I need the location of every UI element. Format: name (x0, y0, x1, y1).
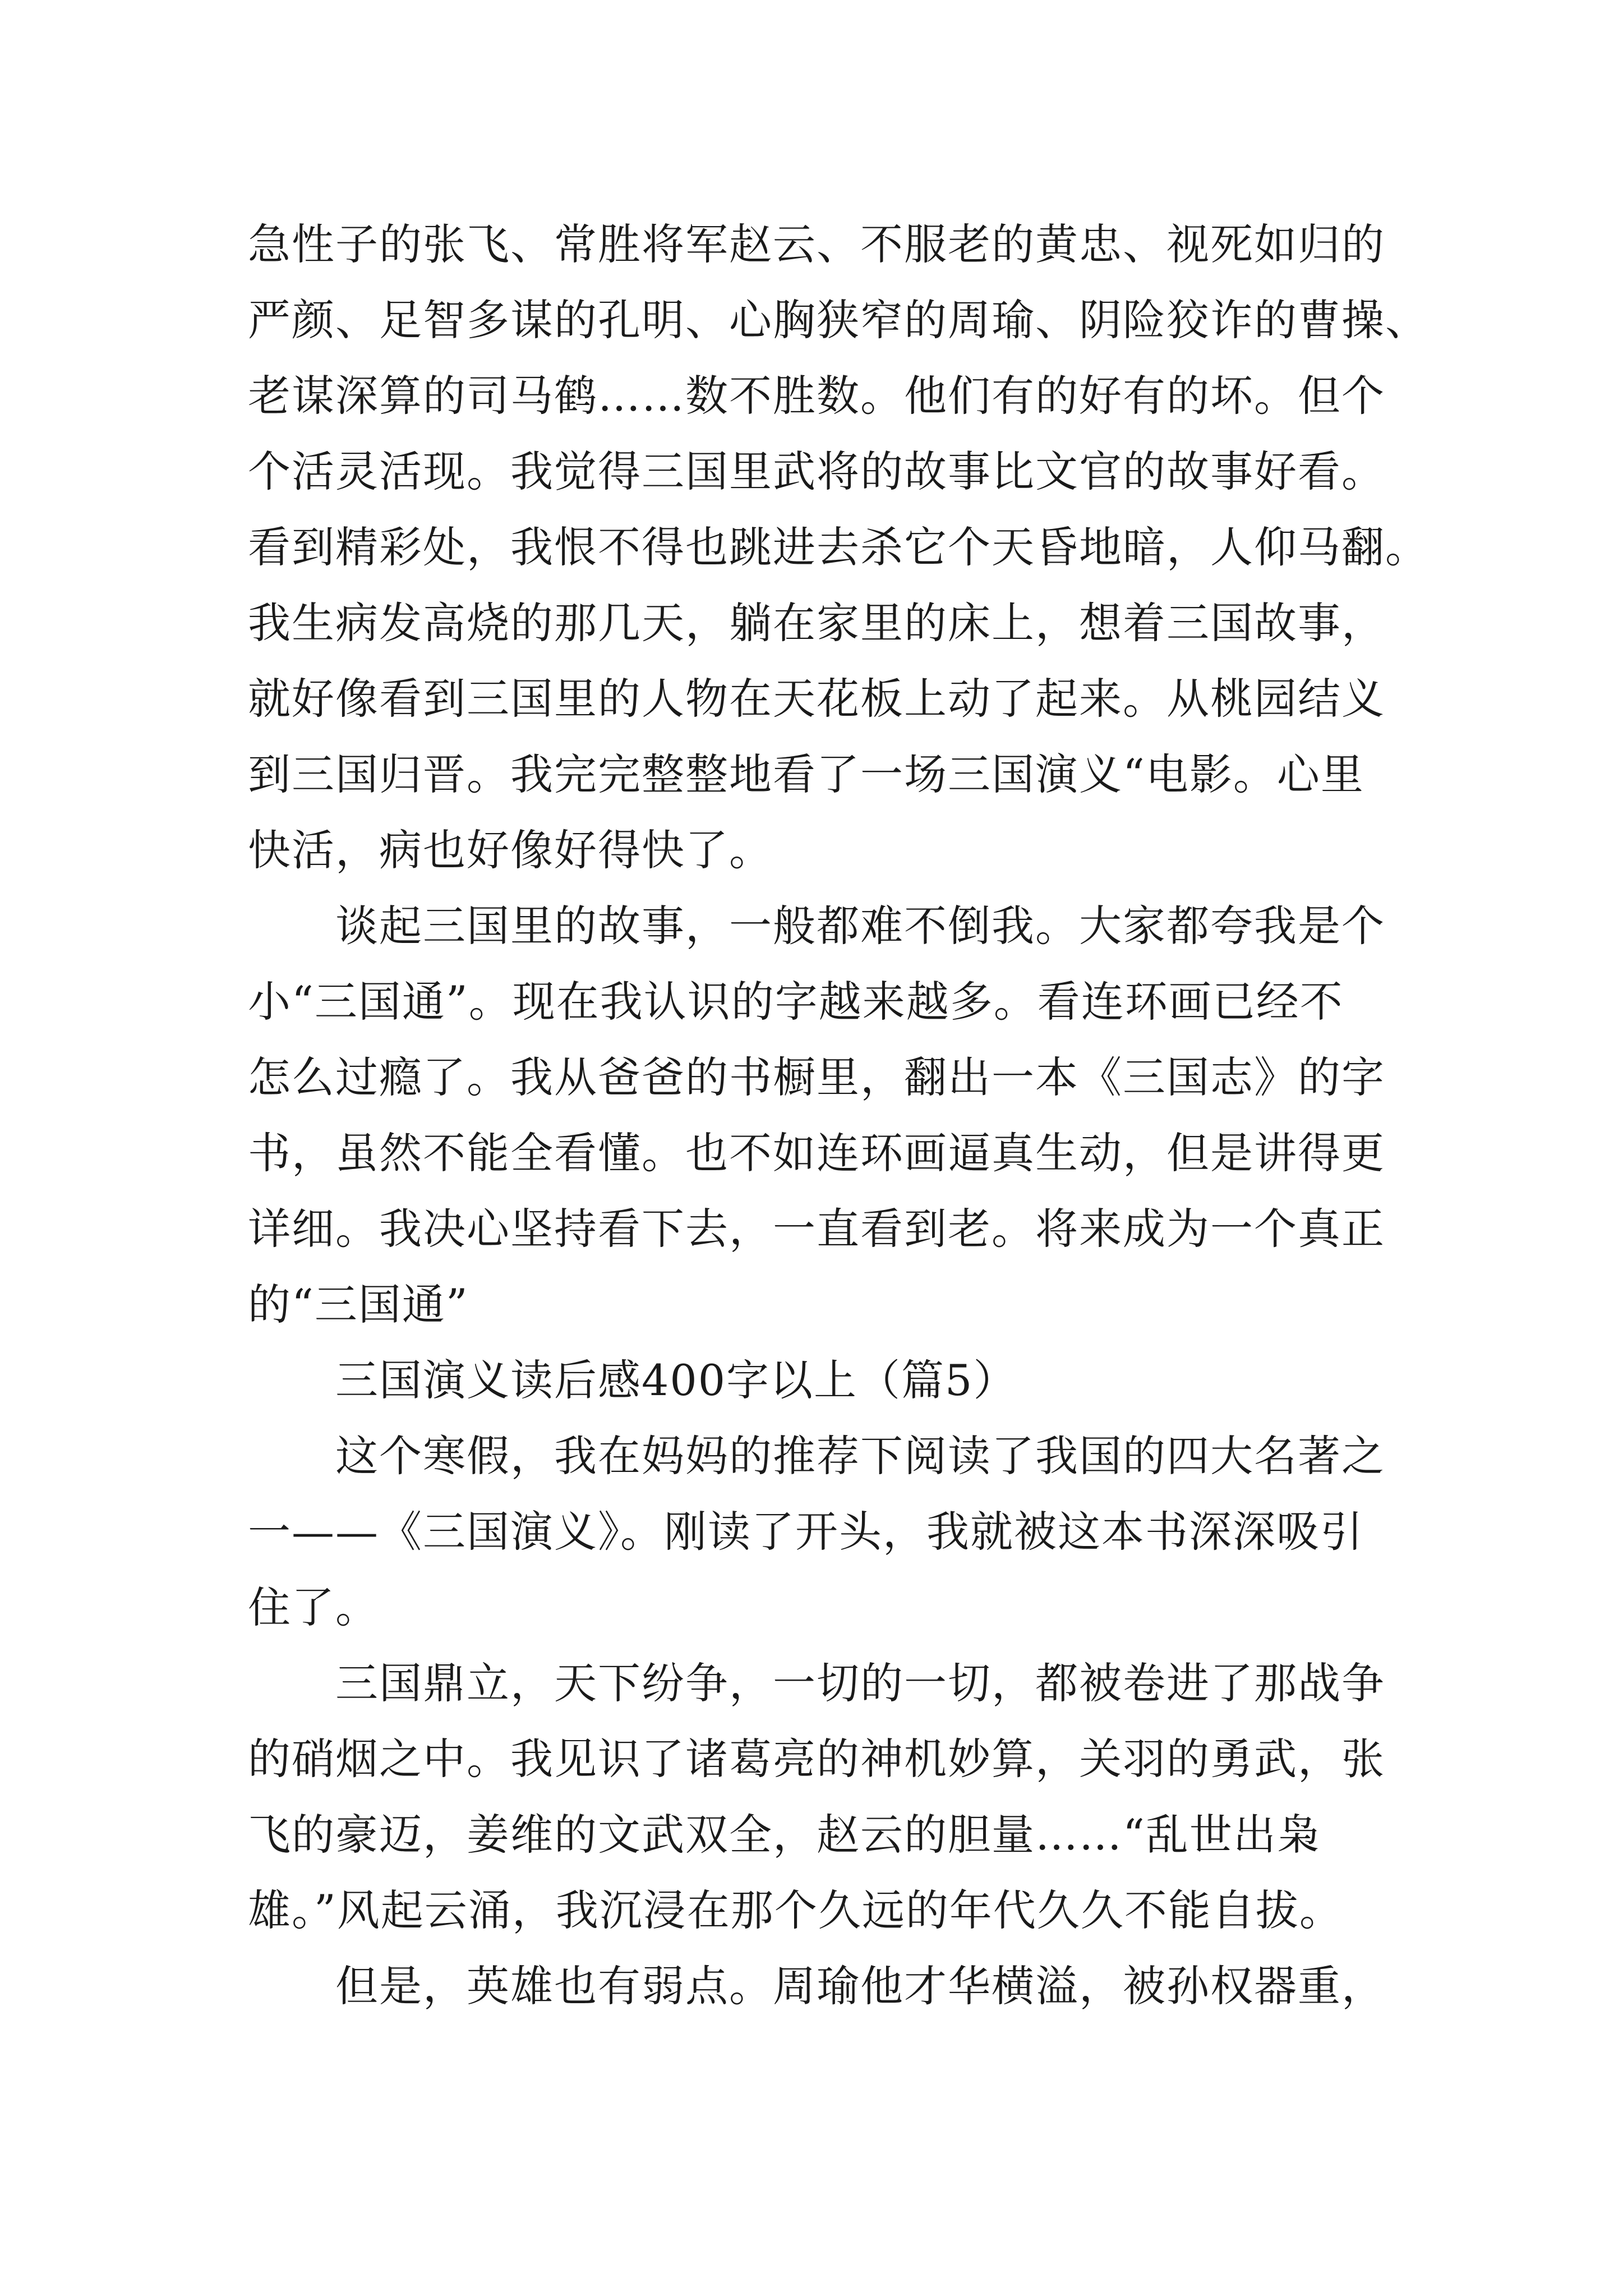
text-line: 详细。我决心坚持看下去，一直看到老。将来成为一个真正 (248, 1204, 1385, 1254)
text-line: 老谋深算的司马鹤……数不胜数。他们有的好有的坏。但个 (248, 371, 1385, 421)
text-line: 看到精彩处，我恨不得也跳进去杀它个天昏地暗，人仰马翻。 (248, 522, 1429, 572)
text-line: 个活灵活现。我觉得三国里武将的故事比文官的故事好看。 (248, 447, 1385, 496)
text-line: 到三国归晋。我完完整整地看了一场三国演义“电影。心里 (248, 749, 1364, 799)
text-line: 住了。 (248, 1582, 379, 1632)
text-line: 快活，病也好像好得快了。 (248, 825, 773, 875)
text-line: 的硝烟之中。我见识了诸葛亮的神机妙算，关羽的勇武，张 (248, 1734, 1385, 1784)
text-line: 这个寒假，我在妈妈的推荐下阅读了我国的四大名著之 (335, 1431, 1385, 1481)
text-line: 严颜、足智多谋的孔明、心胸狭窄的周瑜、阴险狡诈的曹操、 (248, 295, 1429, 345)
text-line: 急性子的张飞、常胜将军赵云、不服老的黄忠、视死如归的 (248, 219, 1385, 269)
text-line: 怎么过瘾了。我从爸爸的书橱里，翻出一本《三国志》的字 (248, 1052, 1385, 1102)
text-line: 的“三国通” (248, 1280, 469, 1329)
text-line: 一——《三国演义》。刚读了开头，我就被这本书深深吸引 (248, 1507, 1364, 1557)
text-line: 小“三国通”。现在我认识的字越来越多。看连环画已经不 (248, 977, 1344, 1027)
text-line: 我生病发高烧的那几天，躺在家里的床上，想着三国故事， (248, 598, 1385, 648)
text-line: 就好像看到三国里的人物在天花板上动了起来。从桃园结义 (248, 674, 1385, 724)
text-line: 三国演义读后感400字以上（篇5） (335, 1355, 1017, 1405)
text-line: 书，虽然不能全看懂。也不如连环画逼真生动，但是讲得更 (248, 1128, 1385, 1178)
text-line: 雄。”风起云涌，我沉浸在那个久远的年代久久不能自拔。 (248, 1885, 1343, 1935)
body-text (248, 206, 1429, 2024)
text-line: 谈起三国里的故事，一般都难不倒我。大家都夸我是个 (335, 901, 1385, 951)
text-line: 飞的豪迈，姜维的文武双全，赵云的胆量……“乱世出枭 (248, 1810, 1321, 1860)
text-line: 但是，英雄也有弱点。周瑜他才华横溢，被孙权器重， (335, 1961, 1385, 2011)
text-line: 三国鼎立，天下纷争，一切的一切，都被卷进了那战争 (335, 1658, 1385, 1708)
